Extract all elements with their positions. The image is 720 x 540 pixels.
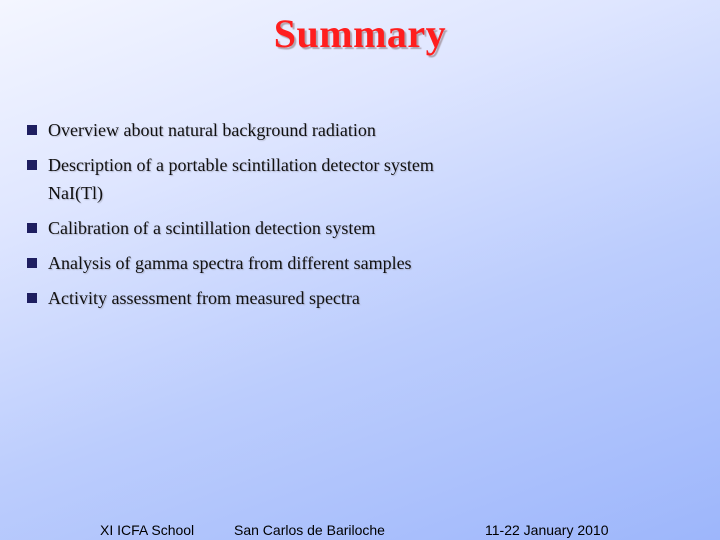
slide-title: Summary bbox=[273, 11, 447, 56]
square-bullet-icon bbox=[27, 258, 37, 268]
bullet-text: Analysis of gamma spectra from different samples bbox=[48, 253, 412, 273]
footer-school: XI ICFA School bbox=[100, 522, 195, 538]
bullet-item bbox=[26, 284, 686, 312]
footer-location: San Carlos de Bariloche bbox=[234, 522, 385, 538]
bullet-list bbox=[26, 116, 686, 319]
bullet-text-continuation: NaI(Tl) bbox=[48, 183, 103, 203]
bullet-text: Description of a portable scintillation detector system bbox=[48, 155, 434, 175]
bullet-text: Activity assessment from measured spectra bbox=[48, 288, 360, 308]
bullet-item bbox=[26, 249, 686, 277]
square-bullet-icon bbox=[27, 293, 37, 303]
bullet-item bbox=[26, 214, 686, 242]
footer-date: 11-22 January 2010 bbox=[485, 522, 609, 538]
bullet-text: Calibration of a scintillation detection system bbox=[48, 218, 376, 238]
square-bullet-icon bbox=[27, 160, 37, 170]
square-bullet-icon bbox=[27, 223, 37, 233]
bullet-text: Overview about natural background radiation bbox=[48, 120, 376, 140]
square-bullet-icon bbox=[27, 125, 37, 135]
bullet-item bbox=[26, 151, 686, 207]
bullet-item bbox=[26, 116, 686, 144]
